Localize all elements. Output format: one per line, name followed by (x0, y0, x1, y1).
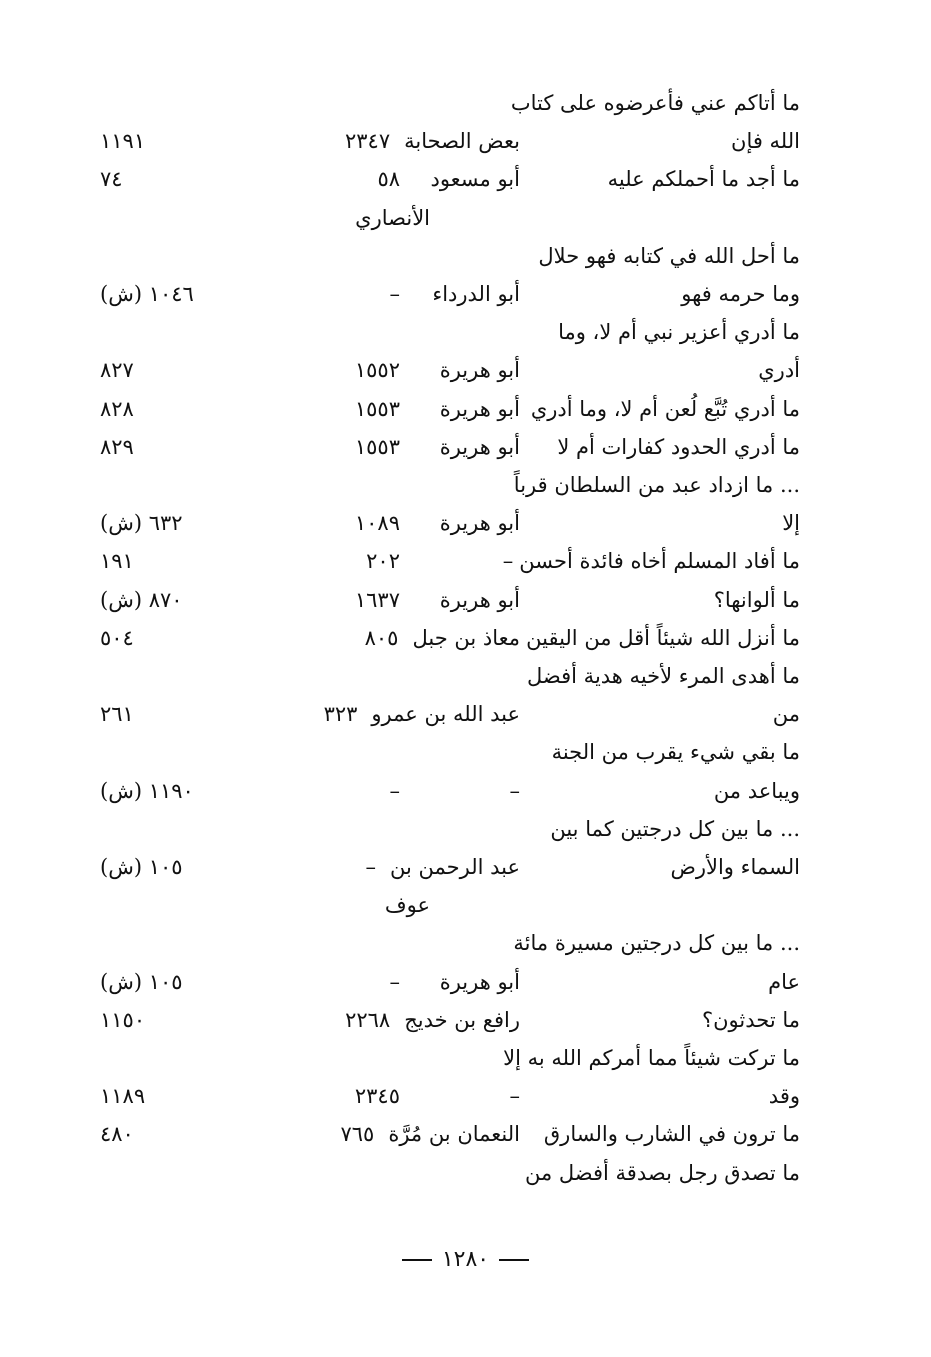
index-row (100, 313, 800, 351)
hadith-phrase-text: ما أجد ما أحملكم عليه (607, 167, 800, 192)
hadith-phrase-text: ويباعد من (713, 778, 800, 803)
hadith-phrase-text: ما أفاد المسلم أخاه فائدة أحسن (519, 549, 800, 574)
footer-dash-left (402, 1259, 432, 1261)
hadith-phrase (511, 84, 800, 122)
page-footer (0, 1242, 931, 1278)
hadith-phrase-text: ما تصدق رجل بصدقة أفضل من (524, 1160, 800, 1185)
hadith-phrase (557, 428, 800, 466)
narrator: عوف (384, 893, 430, 918)
index-row (100, 428, 800, 466)
narrator: رافع بن خديج (404, 1007, 520, 1032)
narrator: أبو هريرة (439, 358, 520, 383)
narrator: أبو هريرة (439, 511, 520, 536)
index-row (100, 619, 800, 657)
footer-dash-right (499, 1259, 529, 1261)
page-reference: ٨٢٨ (100, 396, 134, 421)
hadith-phrase (765, 695, 800, 733)
hadith-phrase (750, 351, 800, 389)
hadith-phrase (761, 1077, 800, 1115)
hadith-number: ٢٣٤٥ (354, 1084, 400, 1109)
index-row (100, 963, 800, 1001)
index-row (100, 924, 800, 962)
hadith-phrase (760, 963, 800, 1001)
narrator: بعض الصحابة (404, 129, 520, 154)
hadith-phrase (514, 466, 800, 504)
page-number: ١٢٨٠ (441, 1247, 490, 1272)
hadith-phrase-text: ... ما بين كل درجتين مسيرة مائة (513, 931, 800, 956)
page-reference: ٨٢٧ (100, 358, 134, 383)
hadith-phrase (519, 542, 800, 580)
hadith-phrase-text: السماء والأرض (670, 855, 800, 879)
index-row (100, 275, 800, 313)
narrator: – (502, 549, 514, 574)
hadith-phrase (552, 733, 800, 771)
hadith-number: ٢٢٦٨ (345, 1007, 391, 1032)
narrator: أبو هريرة (439, 969, 520, 994)
hadith-number: ٣٢٣ (323, 702, 358, 727)
hadith-number: ١٥٥٣ (354, 434, 400, 459)
hadith-number: – (389, 778, 400, 803)
index-row (100, 1001, 800, 1039)
narrator: أبو هريرة (439, 587, 520, 612)
hadith-phrase-text: ... ما ازداد عبد من السلطان قرباً (513, 473, 800, 497)
index-row (100, 1077, 800, 1115)
hadith-phrase-text: ما تحدثون؟ (701, 1007, 800, 1032)
hadith-phrase-text: من (772, 702, 800, 727)
hadith-number: ١٥٥٢ (354, 358, 400, 383)
index-row (100, 160, 800, 198)
page-reference: ٥٠٤ (100, 625, 134, 650)
index-row (100, 542, 800, 580)
hadith-phrase-text: ... ما بين كل درجتين كما بين (550, 816, 800, 841)
narrator: – (509, 1084, 520, 1109)
index-row (100, 504, 800, 542)
hadith-phrase (527, 657, 800, 695)
hadith-number: – (365, 855, 376, 879)
hadith-phrase (662, 848, 800, 886)
index-row (100, 84, 800, 122)
page-reference: ٨٧٠ (ش) (100, 587, 183, 612)
hadith-number: ٧٦٥ (340, 1122, 375, 1147)
hadith-number: ٢٣٤٧ (344, 129, 391, 154)
index-row (100, 351, 800, 389)
index-row (100, 1039, 800, 1077)
index-row (100, 772, 800, 810)
narrator: – (509, 778, 520, 803)
hadith-number: ١٥٥٣ (354, 396, 400, 421)
hadith-phrase-text: ما أهدى المرء لأخيه هدية أفضل (527, 664, 800, 688)
hadith-phrase (531, 390, 800, 428)
hadith-phrase (706, 581, 800, 619)
page-reference: ٤٨٠ (100, 1122, 134, 1147)
index-row (100, 390, 800, 428)
page-reference: ١٠٥ (ش) (100, 855, 183, 879)
hadith-phrase-text: ما بقي شيء يقرب من الجنة (551, 740, 800, 765)
narrator: معاذ بن جبل (412, 625, 520, 650)
index-row (100, 1154, 800, 1192)
hadith-phrase (513, 924, 800, 962)
hadith-phrase-text: ما أدري أعزير نبي أم لا، وما (558, 320, 800, 345)
page-reference: ٦٣٢ (ش) (100, 511, 183, 536)
index-row (100, 1115, 800, 1153)
hadith-phrase-text: الله فإن (731, 129, 800, 154)
index-row (100, 466, 800, 504)
narrator: عبد الله بن عمرو (371, 702, 520, 727)
narrator: أبو الدرداء (432, 282, 520, 306)
index-row (100, 695, 800, 733)
hadith-phrase-text: ما ترون في الشارب والسارق (543, 1122, 800, 1147)
hadith-phrase (538, 237, 800, 275)
narrator: الأنصاري (355, 205, 430, 230)
hadith-number: ١٠٨٩ (354, 511, 400, 536)
hadith-phrase (550, 810, 800, 848)
index-row (100, 733, 800, 771)
hadith-phrase (774, 504, 800, 542)
hadith-number: – (389, 282, 400, 306)
page-reference: ١٠٥ (ش) (100, 969, 183, 994)
page-reference: ١٠٤٦ (ش) (100, 282, 194, 306)
hadith-phrase (673, 275, 800, 313)
page-reference: ١١٩٠ (ش) (100, 778, 194, 803)
hadith-phrase (723, 122, 800, 160)
hadith-phrase (503, 1039, 800, 1077)
index-row (100, 122, 800, 160)
index-row (100, 199, 800, 237)
hadith-number: ٥٨ (377, 167, 400, 192)
hadith-phrase-text: إلا (782, 511, 800, 536)
hadith-phrase (526, 619, 800, 657)
page-reference: ٧٤ (100, 167, 123, 192)
hadith-phrase (694, 1001, 800, 1039)
index-row (100, 237, 800, 275)
hadith-phrase-text: ما أدري تُبَّع لُعن أم لا، وما أدري (530, 396, 800, 421)
hadith-phrase (600, 160, 800, 198)
hadith-phrase-text: ما أحل الله في كتابه فهو حلال (538, 243, 800, 268)
hadith-number: – (389, 969, 400, 994)
hadith-phrase-text: ما أنزل الله شيئاً أقل من اليقين (526, 625, 800, 650)
index-row (100, 657, 800, 695)
hadith-phrase (558, 313, 800, 351)
index-row (100, 810, 800, 848)
hadith-phrase-text: ما تركت شيئاً مما أمركم الله به إلا (503, 1046, 800, 1070)
page-reference: ١١٨٩ (100, 1084, 146, 1109)
page-reference: ٨٢٩ (100, 434, 134, 459)
hadith-phrase-text: ما أتاكم عني فأعرضوه على كتاب (510, 91, 800, 115)
hadith-phrase-text: عام (768, 969, 800, 994)
hadith-phrase (525, 1154, 800, 1192)
narrator: النعمان بن مُرَّة (388, 1122, 520, 1147)
hadith-phrase-text: ما أدري الحدود كفارات أم لا (557, 434, 800, 459)
narrator: عبد الرحمن بن (390, 855, 520, 879)
index-row (100, 848, 800, 886)
hadith-number: ٢٠٢ (366, 549, 400, 574)
index-row (100, 886, 800, 924)
narrator: أبو مسعود (430, 167, 520, 192)
hadith-phrase-text: أدري (758, 358, 800, 383)
page-reference: ١١٥٠ (100, 1007, 146, 1032)
narrator: أبو هريرة (439, 396, 520, 421)
narrator: أبو هريرة (439, 434, 520, 459)
page-reference: ١١٩١ (100, 129, 146, 154)
index-row (100, 581, 800, 619)
page-reference: ١٩١ (100, 549, 134, 574)
hadith-phrase-text: وقد (768, 1084, 800, 1109)
hadith-number: ١٦٣٧ (354, 587, 400, 612)
hadith-phrase-text: ما ألوانها؟ (713, 587, 800, 612)
hadith-phrase (706, 772, 800, 810)
hadith-phrase-text: وما حرمه فهو (681, 282, 800, 306)
hadith-phrase (536, 1115, 800, 1153)
page-reference: ٢٦١ (100, 702, 134, 727)
hadith-number: ٨٠٥ (364, 625, 399, 650)
